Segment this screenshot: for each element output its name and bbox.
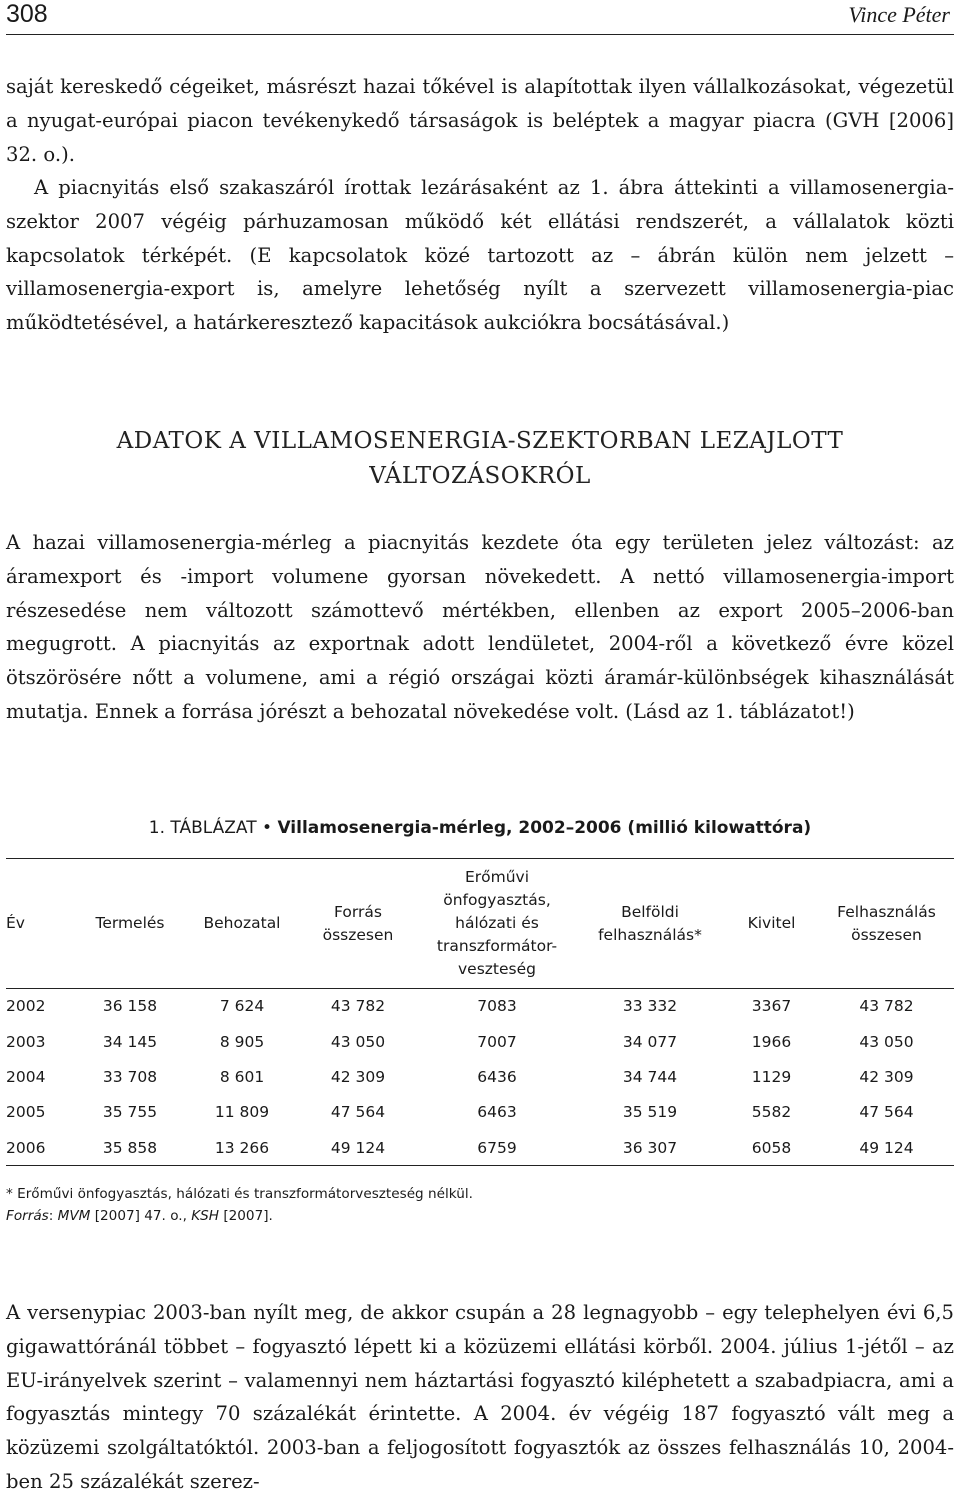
table-cell: 1129 [751,1067,792,1086]
table-row [6,1130,954,1165]
table-cell: 33 332 [622,997,678,1016]
table-footnotes [6,1184,473,1227]
table-header-row [6,859,954,989]
page-number: 308 [6,0,48,28]
table-cell: 36 307 [576,1130,724,1165]
table-cell: 7083 [477,997,517,1016]
section-heading-line-1: ADATOK A VILLAMOSENERGIA-SZEKTORBAN LEZAJLOTT [116,428,844,454]
table-cell: 49 124 [298,1130,418,1165]
table-source [6,1206,473,1228]
table-cell: 13 266 [186,1130,298,1165]
table-cell: 34 077 [622,1032,678,1051]
table-cell: 5582 [751,1103,792,1122]
table-cell: 7007 [477,1032,517,1051]
section-heading-line-2: VÁLTOZÁSOKRÓL [369,463,591,489]
table-caption [0,818,960,838]
table-cell-year: 2005 [6,1103,46,1122]
table-cell: 43 782 [859,997,914,1016]
paragraph-2-text: A piacnyitás első szakaszáról írottak lezárásaként az 1. ábra áttekinti a villamosenergia-szektor 2007 végéig párhuzamosan működő két ellátási rendszerét, a vállalatok közti kapcsolatok térképét. (E kapcsolatok közé tartozott az – ábrán külön nem jelzett – villamosenergia-export is, amelyre lehetőség nyílt a szervezett villamosenergia-piac működtetésével, a határkeresztező kapacitások aukciókra bocsátásával.) [6,176,954,335]
table-caption-title: Villamosenergia-mérleg, 2002–2006 (millió kilowattóra) [277,818,812,838]
table-cell: 43 050 [330,1032,386,1051]
table-caption-prefix: 1. TÁBLÁZAT [148,818,257,838]
table-row [6,1095,954,1130]
table-row [6,1059,954,1094]
table-cell: 36 158 [102,997,158,1016]
running-author: Vince Péter [848,2,950,27]
source-separator: : [48,1207,58,1224]
source-ref-mvm: MVM [57,1207,91,1224]
column-header-domestic-use: Belföldi felhasználás* [576,859,724,989]
table-cell: 35 858 [74,1130,186,1165]
table-cell: 43 050 [859,1032,914,1051]
column-header-losses: Erőművi önfogyasztás, hálózati és transzformátor-veszteség [418,859,576,989]
table-cell-year: 2006 [6,1130,74,1165]
paragraph-2 [6,171,954,340]
column-header-export: Kivitel [724,859,819,989]
table-row [6,1024,954,1059]
running-header [6,0,954,35]
table-cell: 42 309 [330,1067,386,1086]
column-header-year: Év [6,859,74,989]
table-cell: 6463 [477,1103,517,1122]
table-cell: 42 309 [859,1067,914,1086]
table-cell: 7 624 [219,997,265,1016]
section-heading [0,424,960,494]
paragraph-1: saját kereskedő cégeiket, másrészt hazai tőkével is alapítottak ilyen vállalkozásokat, végezetül a nyugat-európai piacon tevékenykedő társaságok is beléptek a magyar piacra (GVH [2006] 32. o.). [6,75,954,166]
table-cell: 6436 [477,1067,517,1086]
table-cell: 47 564 [859,1103,914,1122]
table-cell: 49 124 [819,1130,954,1165]
table-footnote: * Erőművi önfogyasztás, hálózati és transzformátorveszteség nélkül. [6,1186,473,1202]
table-cell: 34 145 [102,1032,158,1051]
paragraph-3: A hazai villamosenergia-mérleg a piacnyitás kezdete óta egy területen jelez változást: az áramexport és -import volumene gyorsan növekedett. A nettó villamosenergia-import részesedése nem változott számottevő mértékben, ellenben az export 2005–2006-ban megugrott. A piacnyitás az exportnak adott lendületet, 2004-ről a következő évre közel ötszörösére nőtt a volumene, ami a régió országai közti áramár-különbségek kihasználását mutatja. Ennek a forrása jórészt a behozatal növekedése volt. (Lásd az 1. táblázatot!) [6,531,954,723]
table-cell: 8 905 [219,1032,265,1051]
table-cell: 1966 [751,1032,792,1051]
table-row [6,989,954,1024]
table-cell: 6759 [418,1130,576,1165]
table-cell: 3367 [751,997,792,1016]
paragraph-4: A versenypiac 2003-ban nyílt meg, de akkor csupán a 28 legnagyobb – egy telephelyen évi 6,5 gigawattóránál többet – fogyasztó lépett ki a közüzemi ellátási körből. 2004. július 1-jétől – az EU-irányelvek szerint – valamennyi nem háztartási fogyasztó kiléphetett a szabadpiacra, ami a fogyasztás mintegy 70 százalékát érintette. A 2004. év végéig 187 fogyasztó vált meg a közüzemi szolgáltatóktól. 2003-ban a feljogosított fogyasztók az összes felhasználás 10, 2004-ben 25 százalékát szerez- [6,1301,954,1493]
source-ref-ksh: KSH [191,1207,219,1224]
table-cell-year: 2003 [6,1032,46,1051]
table-caption-bullet: • [262,818,273,838]
source-label: Forrás [6,1207,49,1224]
table-cell: 11 809 [214,1103,270,1122]
column-header-total-use: Felhasználás összesen [819,859,954,989]
table-cell: 34 744 [622,1067,678,1086]
table-cell: 35 755 [102,1103,158,1122]
column-header-total-source: Forrás összesen [298,859,418,989]
column-header-import: Behozatal [186,859,298,989]
table-cell-year: 2002 [6,997,46,1016]
source-detail: [2007] 47. o., [90,1207,192,1224]
table-cell: 47 564 [330,1103,386,1122]
table-cell: 43 782 [330,997,386,1016]
table-cell: 35 519 [622,1103,678,1122]
column-header-production: Termelés [74,859,186,989]
table-cell-year: 2004 [6,1067,46,1086]
table-cell: 33 708 [102,1067,158,1086]
electricity-balance-table [6,858,954,1166]
source-end: [2007]. [219,1207,273,1224]
table-cell: 6058 [724,1130,819,1165]
table-cell: 8 601 [219,1067,265,1086]
